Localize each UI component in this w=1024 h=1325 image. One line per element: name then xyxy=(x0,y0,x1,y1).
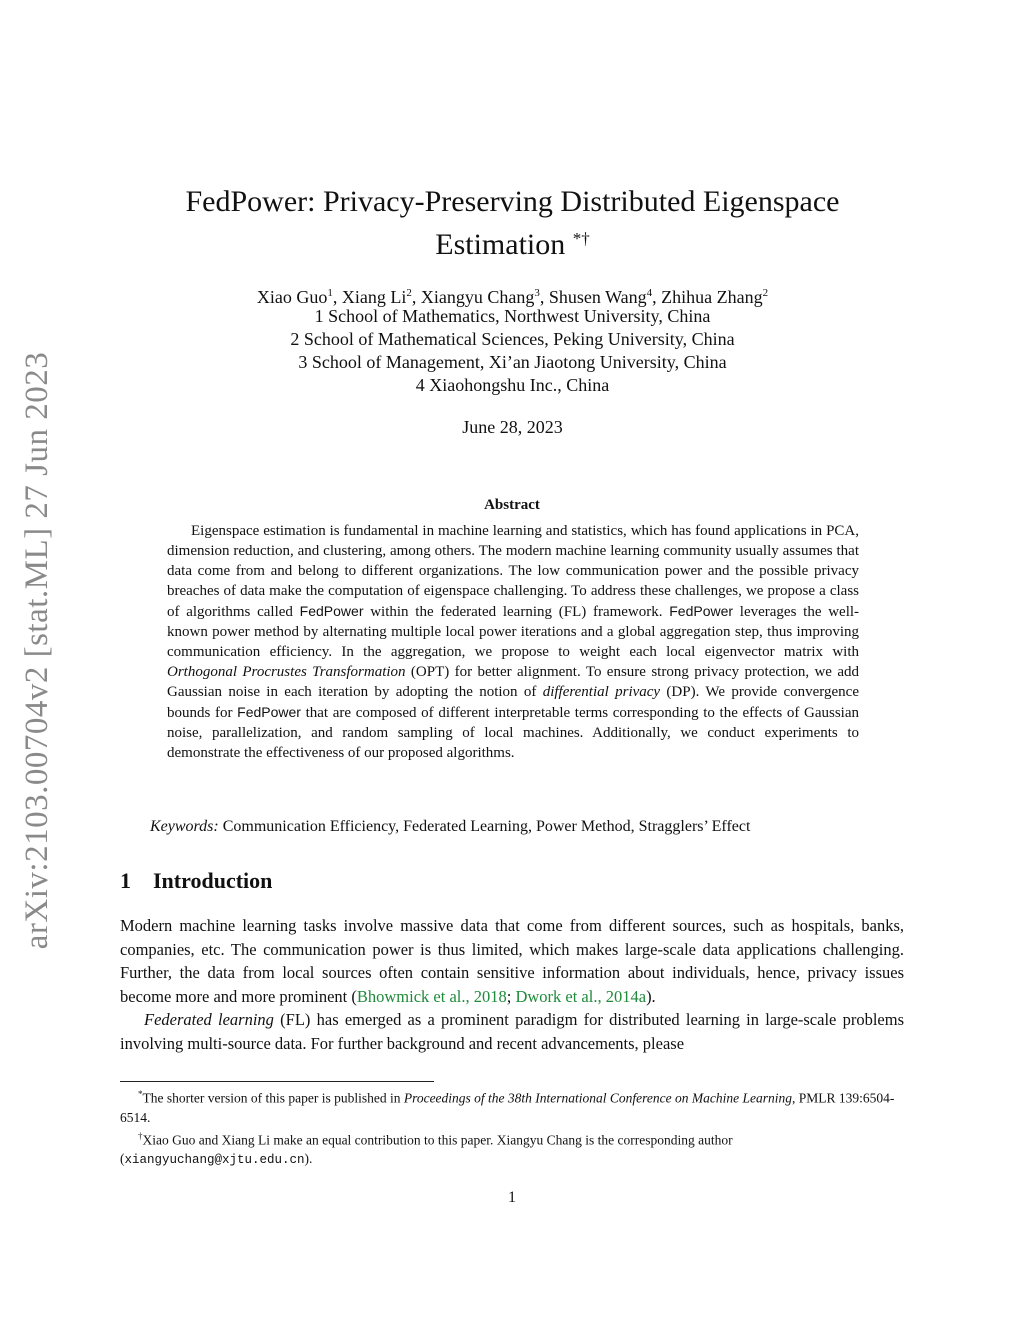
page-number: 1 xyxy=(508,1189,516,1206)
intro-paragraph xyxy=(120,1008,904,1055)
keywords xyxy=(150,818,910,836)
title-line-2: Estimation xyxy=(435,228,566,261)
keywords-label: Keywords: xyxy=(150,818,219,835)
footnote-1: *The shorter version of this paper is published in Proceedings of the 38th International Conference on Machine Learning, PMLR 139:6504-6514. xyxy=(120,1089,895,1125)
affiliation-2: 2 School of Mathematical Sciences, Peking University, China xyxy=(290,329,735,349)
section-heading xyxy=(120,868,272,894)
author-name: Xiang Li xyxy=(341,287,407,307)
method-name: FedPower xyxy=(299,603,364,619)
paper-title xyxy=(110,183,915,263)
author-affiliation-mark: 2 xyxy=(762,287,769,299)
abstract-text: (DP). We provide convergence bounds for xyxy=(167,684,859,721)
footnote-rule xyxy=(120,1081,434,1082)
citation-link[interactable]: Dwork et al., 2014a xyxy=(515,986,647,1006)
author-name: Xiao Guo xyxy=(256,287,328,307)
footnote-2: †Xiao Guo and Xiang Li make an equal contribution to this paper. Xiangyu Chang is the corresponding author (xiangyuchang@xjtu.edu.cn). xyxy=(120,1130,733,1167)
citation-link[interactable]: Bhowmick et al., 2018 xyxy=(356,986,507,1006)
abstract-text: within the federated learning (FL) framework. xyxy=(370,604,663,620)
section-title: Introduction xyxy=(153,868,273,893)
method-name: FedPower xyxy=(669,603,734,619)
title-line-1: FedPower: Privacy-Preserving Distributed Eigenspace xyxy=(185,185,840,218)
arxiv-identifier: arXiv:2103.00704v2 [stat.ML] 27 Jun 2023 xyxy=(19,351,56,949)
abstract-text: that are composed of different interpretable terms corresponding to the effects of Gaussian noise, parallelization, and random sampling of local machines. Additionally, we conduct experiments to demonstrate the effectiveness of our proposed algorithms. xyxy=(167,705,860,761)
keywords-text: Communication Efficiency, Federated Learning, Power Method, Stragglers’ Effect xyxy=(222,818,751,835)
author-list: Xiao Guo$^1$, Xiang Li$^2$, Xiangyu Chang$^3$, Shusen Wang$^4$, Zhihua Zhang$^2$ xyxy=(256,287,769,307)
abstract-body xyxy=(167,521,859,763)
author-affiliation-mark: 3 xyxy=(534,287,540,299)
affiliation-1: 1 School of Mathematics, Northwest University, China xyxy=(314,306,711,326)
paper-date: June 28, 2023 xyxy=(462,417,563,437)
section-number: 1 xyxy=(120,868,131,893)
introduction-body xyxy=(120,914,904,1055)
author-affiliation-mark: 2 xyxy=(406,287,412,299)
footnotes xyxy=(120,1085,904,1170)
method-name: FedPower xyxy=(237,704,301,720)
footnote-mark: † xyxy=(138,1130,143,1141)
author-email[interactable]: xiangyuchang@xjtu.edu.cn xyxy=(124,1153,305,1167)
abstract-term-opt: Orthogonal Procrustes Transformation xyxy=(167,664,406,680)
intro-term: Federated learning xyxy=(144,1010,274,1029)
author-affiliation-mark: 4 xyxy=(646,287,653,299)
intro-text: (FL) has emerged as a prominent paradigm for distributed learning in large-scale problems involving multi-source data. For further background and recent advancements, please xyxy=(120,1010,904,1053)
footnote-mark: * xyxy=(138,1089,143,1099)
intro-text: Modern machine learning tasks involve massive data that come from different sources, such as hospitals, banks, companies, etc. The communication power is thus limited, which makes large-scale data applications challenging. Further, the data from local sources often contain sensitive information about individuals, hence, privacy issues become more and more prominent ( xyxy=(120,916,904,1006)
venue-name: Proceedings of the 38th International Conference on Machine Learning xyxy=(403,1090,793,1106)
arxiv-sidebar xyxy=(8,350,68,950)
author-affiliation-mark: 1 xyxy=(327,287,333,299)
affiliation-3: 3 School of Management, Xi’an Jiaotong University, China xyxy=(298,352,727,372)
author-name: Xiangyu Chang xyxy=(420,287,535,307)
affiliation-4: 4 Xiaohongshu Inc., China xyxy=(415,375,610,395)
abstract-text: leverages the well-known power method by alternating multiple local power iterations and a global aggregation step, thus improving communication efficiency. In the aggregation, we propose to weight each local eigenvector matrix with xyxy=(167,604,860,660)
title-footnote-marks: *† xyxy=(572,229,590,248)
intro-paragraph: Modern machine learning tasks involve massive data that come from different sources, such as hospitals, banks, companies, etc. The communication power is thus limited, which makes large-scale data applications challenging. Further, the data from local sources often contain sensitive information about individuals, hence, privacy issues become more and more prominent (Bhowmick et al., 2018; Dwork et al., 2014a). xyxy=(120,916,904,1006)
abstract-text: Eigenspace estimation is fundamental in machine learning and statistics, which has found applications in PCA, dimension reduction, and clustering, among others. The modern machine learning community usually assumes that data come from and belong to different organizations. The low communication power and the possible privacy breaches of data make the computation of eigenspace challenging. To address these challenges, we propose a class of algorithms called xyxy=(167,523,859,620)
author-name: Zhihua Zhang xyxy=(661,287,763,307)
author-name: Shusen Wang xyxy=(548,287,647,307)
abstract-text: (OPT) for better alignment. To ensure strong privacy protection, we add Gaussian noise in each iteration by adopting the notion of xyxy=(167,664,859,700)
abstract-term-dp: differential privacy xyxy=(542,684,661,700)
abstract-heading: Abstract xyxy=(484,497,540,513)
